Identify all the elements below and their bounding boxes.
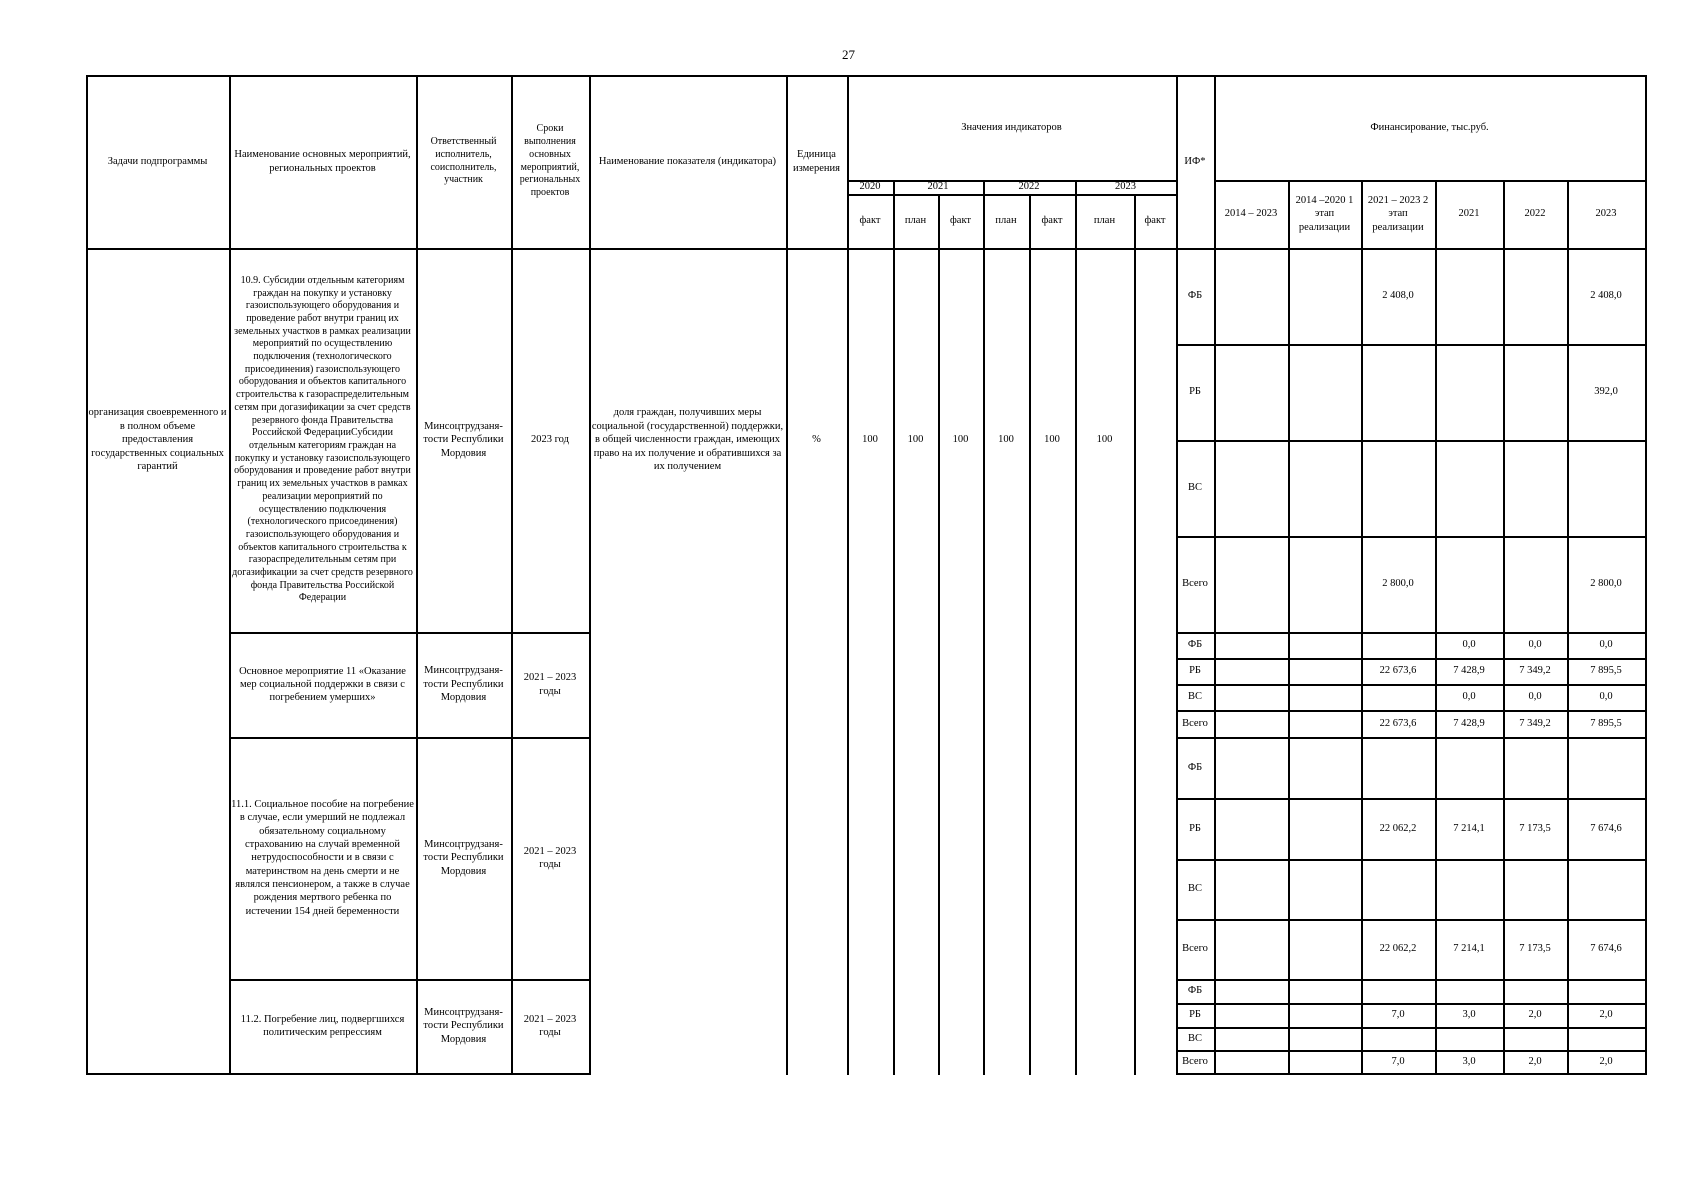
fin-value-4-4-6: 2,0	[1599, 1055, 1613, 1067]
header-year-2023: 2023	[1115, 181, 1136, 193]
header-sub-6: план	[1093, 215, 1116, 227]
measure-term-1: 2023 год	[531, 434, 569, 446]
fin-value-3-4-4: 7 214,1	[1453, 943, 1485, 955]
header-fin-col-6: 2023	[1595, 208, 1617, 220]
fin-value-2-1-6: 0,0	[1599, 639, 1613, 651]
fin-value-2-4-6: 7 895,5	[1590, 717, 1622, 729]
fin-source-4-2: РБ	[1189, 1009, 1201, 1021]
fin-row-rule	[1176, 737, 1647, 739]
header-sub-5: факт	[1041, 215, 1063, 227]
fin-right-border	[1645, 75, 1647, 1075]
fin-value-2-1-5: 0,0	[1528, 639, 1542, 651]
fin-value-4-2-3: 7,0	[1391, 1009, 1405, 1021]
fin-source-1-4: Всего	[1182, 578, 1208, 590]
fin-source-4-3: ВС	[1187, 1032, 1202, 1044]
fin-value-1-4-6: 2 800,0	[1590, 578, 1622, 590]
header-responsible: Ответственный исполнитель, соисполнитель, участник	[430, 136, 497, 186]
indicator-value-3: 100	[952, 434, 969, 446]
fin-source-2-4: Всего	[1182, 717, 1208, 729]
fin-value-2-3-4: 0,0	[1462, 691, 1476, 703]
fin-value-2-1-4: 0,0	[1462, 639, 1476, 651]
measure-name-1: 10.9. Субсидии отдельным категориям граждан на покупку и установку газоиспользующего оборудования и проведение работ внутри границ их земельных участков в рамках реализации мероприятий по осуществлению подключения (технологического присоединения) газоиспользующего оборудования и объектов капитального строительства к газораспределительным сетям при догазификации за счет средств резервного фонда Правительства Российской ФедерацииСубсидии отдельным категориям граждан на покупку и установку газоиспользующего оборудования и проведение работ внутри границ их земельных участков в рамках реализации мероприятий по осуществлению подключения (технологического присоединения) газоиспользующего оборудования и объектов капитального строительства к газораспределительным сетям при догазификации за счет средств резервного фонда Правительства Российской Федерации	[232, 274, 413, 604]
header-fin-col-1: 2014 – 2023	[1224, 208, 1278, 220]
measure-responsible-4: Минсоцтрудзаня-тости Республики Мордовия	[423, 1006, 504, 1045]
fin-source-1-1: ФБ	[1187, 290, 1203, 302]
header-source: ИФ*	[1184, 155, 1206, 167]
fin-value-3-4-6: 7 674,6	[1590, 943, 1622, 955]
fin-col-rule	[1288, 180, 1290, 1075]
fin-value-2-4-5: 7 349,2	[1519, 717, 1551, 729]
task-cell: организация своевременного и в полном объеме предоставления государственных социальных гарантий	[88, 407, 227, 473]
fin-value-3-2-6: 7 674,6	[1590, 822, 1622, 834]
fin-value-3-2-3: 22 062,2	[1379, 822, 1417, 834]
header-year-2022: 2022	[1018, 181, 1040, 193]
fin-source-2-3: ВС	[1187, 691, 1202, 703]
measure-name-3: 11.1. Социальное пособие на погребение в случае, если умерший не подлежал обязательному социальному страхованию на случай временной нетрудоспособности и в связи с материнством на день смерти и не являлся пенсионером, а также в случае рождения мертвого ребенка по истечении 154 дней беременности	[231, 799, 414, 917]
header-sub-7: факт	[1144, 215, 1166, 227]
fin-value-2-2-5: 7 349,2	[1519, 665, 1551, 677]
fin-value-4-4-3: 7,0	[1391, 1055, 1405, 1067]
fin-value-4-2-4: 3,0	[1462, 1009, 1476, 1021]
header-tasks: Задачи подпрограммы	[107, 155, 208, 167]
fin-value-3-4-5: 7 173,5	[1519, 943, 1551, 955]
measure-term-2: 2021 – 2023 годы	[523, 672, 577, 697]
fin-value-1-4-3: 2 800,0	[1382, 578, 1414, 590]
fin-source-1-2: РБ	[1189, 386, 1201, 398]
program-table	[86, 75, 1644, 1075]
fin-source-3-2: РБ	[1189, 822, 1201, 834]
fin-value-2-2-4: 7 428,9	[1453, 665, 1485, 677]
fin-value-3-4-3: 22 062,2	[1379, 943, 1417, 955]
fin-source-1-3: ВС	[1187, 482, 1202, 494]
fin-source-3-3: ВС	[1187, 883, 1202, 895]
fin-value-2-4-4: 7 428,9	[1453, 717, 1485, 729]
header-sub-3: факт	[949, 215, 971, 227]
indicator-value-6: 100	[1096, 434, 1113, 446]
fin-source-3-1: ФБ	[1187, 761, 1203, 773]
indicator-value-1: 100	[862, 434, 878, 446]
fin-value-4-2-6: 2,0	[1599, 1009, 1613, 1021]
indicator-col-rule	[1134, 194, 1136, 1075]
header-financing: Финансирование, тыс.руб.	[1370, 121, 1489, 133]
header-fin-col-4: 2021	[1458, 208, 1480, 220]
indicator-value-5: 100	[1044, 434, 1060, 446]
measure-responsible-3: Минсоцтрудзаня-тости Республики Мордовия	[423, 838, 504, 877]
header-sub-4: план	[995, 215, 1017, 227]
measure-term-4: 2021 – 2023 годы	[523, 1013, 577, 1038]
fin-row-rule	[1176, 1027, 1647, 1029]
table-bottom-border	[416, 1073, 591, 1075]
header-fin-col-3: 2021 – 2023 2 этап реализации	[1367, 194, 1429, 233]
measure-term-3: 2021 – 2023 годы	[523, 845, 577, 870]
fin-value-3-2-5: 7 173,5	[1519, 822, 1551, 834]
fin-value-4-4-5: 2,0	[1528, 1055, 1542, 1067]
fin-value-1-2-6: 392,0	[1594, 386, 1618, 398]
header-fin-col-2: 2014 –2020 1 этап реализации	[1295, 194, 1354, 233]
header-unit: Единица измерения	[793, 149, 840, 174]
header-year-2020: 2020	[859, 181, 881, 193]
fin-row-rule	[1176, 440, 1647, 442]
indicator-cell: доля граждан, получивших меры социальной (государственной) поддержки, в общей численности граждан, имеющих право на их получение и обратившихся за их получением	[591, 407, 784, 473]
header-fin-col-5: 2022	[1524, 208, 1546, 220]
fin-value-4-2-5: 2,0	[1528, 1009, 1542, 1021]
fin-source-3-4: Всего	[1182, 943, 1208, 955]
fin-source-4-4: Всего	[1182, 1055, 1208, 1067]
header-sub-1: факт	[859, 215, 881, 227]
fin-source-2-1: ФБ	[1187, 639, 1203, 651]
header-measures: Наименование основных мероприятий, региональных проектов	[234, 149, 411, 174]
indicator-value-4: 100	[998, 434, 1014, 446]
fin-value-3-2-4: 7 214,1	[1453, 822, 1485, 834]
fin-value-4-4-4: 3,0	[1462, 1055, 1476, 1067]
fin-bottom-border	[1176, 1073, 1647, 1075]
unit-cell: %	[812, 434, 821, 446]
fin-row-rule	[1176, 859, 1647, 861]
measure-name-2: Основное мероприятие 11 «Оказание мер социальной поддержки в связи с погребением умерших»	[239, 665, 406, 704]
indicator-value-2: 100	[907, 434, 924, 446]
measure-responsible-2: Минсоцтрудзаня-тости Республики Мордовия	[423, 665, 504, 704]
page-number: 27	[842, 47, 855, 62]
fin-value-2-3-5: 0,0	[1528, 691, 1542, 703]
header-indicator-name: Наименование показателя (индикатора)	[598, 155, 777, 167]
fin-value-1-1-6: 2 408,0	[1590, 290, 1622, 302]
fin-value-2-4-3: 22 673,6	[1379, 717, 1417, 729]
header-year-2021: 2021	[927, 181, 949, 193]
fin-value-2-2-3: 22 673,6	[1379, 665, 1417, 677]
header-sub-2: план	[904, 215, 927, 227]
fin-value-1-1-3: 2 408,0	[1382, 290, 1414, 302]
header-indicator-values: Значения индикаторов	[961, 121, 1062, 133]
measure-name-4: 11.2. Погребение лиц, подвергшихся политическим репрессиям	[240, 1013, 405, 1038]
table-bottom-border	[86, 1073, 418, 1075]
measure-responsible-1: Минсоцтрудзаня-тости Республики Мордовия	[423, 420, 504, 459]
fin-row-rule	[1176, 979, 1647, 981]
fin-source-2-2: РБ	[1189, 665, 1201, 677]
fin-value-2-2-6: 7 895,5	[1590, 665, 1622, 677]
fin-value-2-3-6: 0,0	[1599, 691, 1613, 703]
fin-source-4-1: ФБ	[1187, 985, 1203, 997]
header-terms: Сроки выполнения основных мероприятий, региональных проектов	[519, 123, 581, 198]
